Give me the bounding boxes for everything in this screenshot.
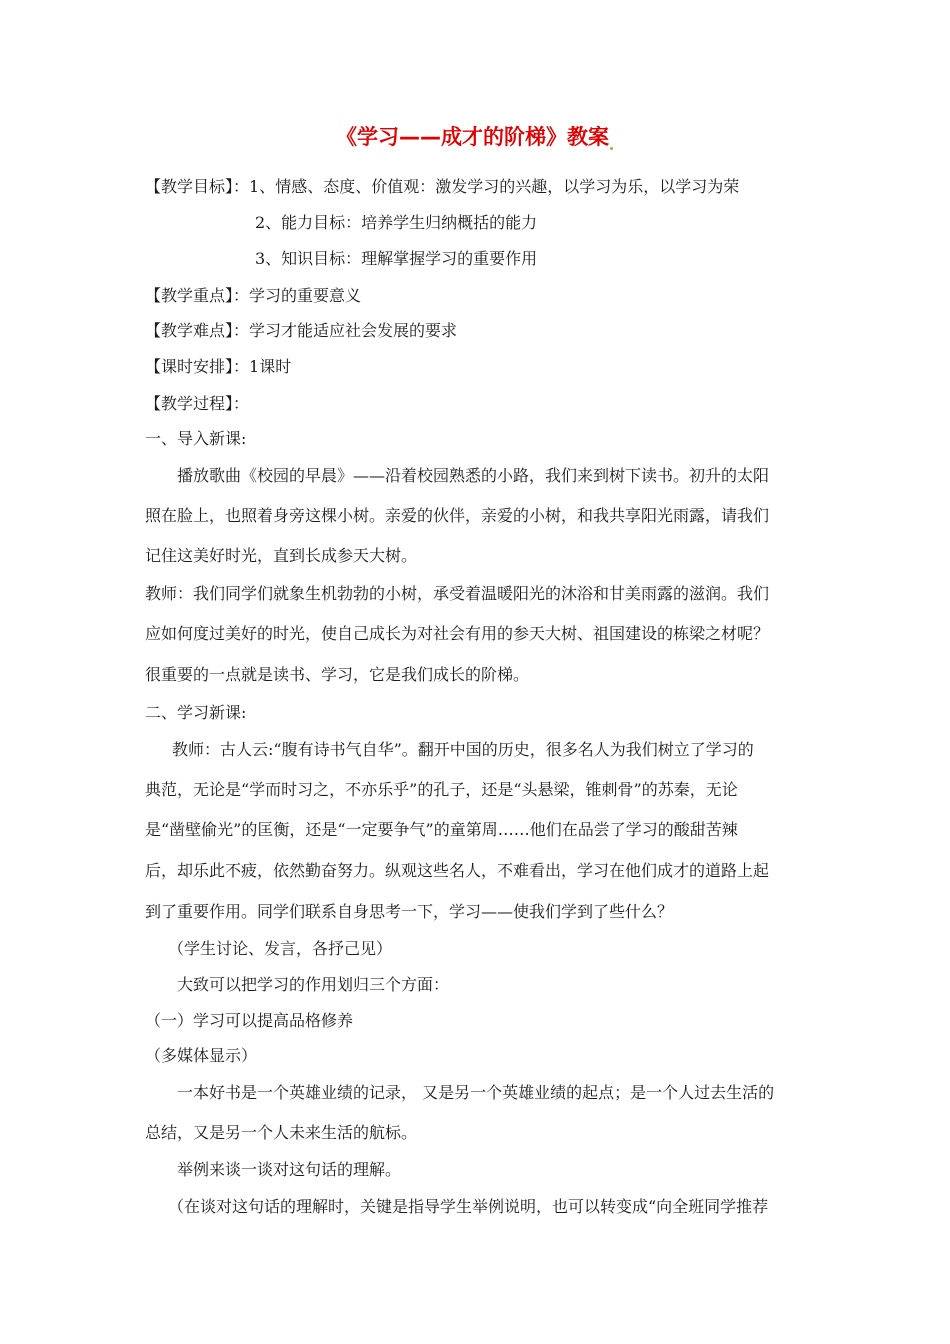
section1-p2-line1: 教师：我们同学们就象生机勃勃的小树，承受着温暖阳光的沐浴和甘美雨露的滋润。我们 (145, 584, 770, 603)
discussion-note: （学生讨论、发言，各抒己见） (168, 939, 393, 958)
section1-p2-line2: 应如何度过美好的时光，使自己成长为对社会有用的参天大树、祖国建设的栋梁之材呢？ (145, 624, 770, 643)
key-point-row (145, 286, 361, 306)
section1-p2-line3: 很重要的一点就是读书、学习，它是我们成长的阶梯。 (145, 665, 530, 684)
quote-line2: 总结，又是另一个人未来生活的航标。 (145, 1123, 418, 1142)
section2-p1-line2: 典范，无论是“学而时习之，不亦乐乎”的孔子，还是“头悬梁，锥刺骨”的苏秦，无论 (145, 780, 738, 799)
objectives-row (145, 177, 739, 197)
objective-1: 1、情感、态度、价值观：激发学习的兴趣，以学习为乐，以学习为荣 (249, 177, 740, 196)
difficulty-row (145, 321, 457, 341)
media-note: （多媒体显示） (145, 1046, 258, 1065)
note-line1: （在谈对这句话的理解时，关键是指导学生举例说明，也可以转变成“向全班同学推荐 (168, 1197, 769, 1216)
section2-p1-line1: 教师：古人云:“腹有诗书气自华”。翻开中国的历史，很多名人为我们树立了学习的 (172, 740, 754, 759)
difficulty-label: 【教学难点】： (145, 321, 250, 340)
mark-dot (610, 147, 613, 150)
document-title (0, 124, 950, 150)
objectives-label: 【教学目标】： (145, 177, 250, 196)
schedule-label: 【课时安排】： (145, 357, 250, 376)
section1-p1-line3: 记住这美好时光，直到长成参天大树。 (145, 546, 418, 565)
key-point-text: 学习的重要意义 (249, 286, 362, 305)
section2-intro: 大致可以把学习的作用划归三个方面： (177, 975, 450, 994)
example-prompt: 举例来谈一谈对这句话的理解。 (177, 1160, 402, 1179)
quote-line1: 一本好书是一个英雄业绩的记录， 又是另一个英雄业绩的起点；是一个人过去生活的 (177, 1083, 775, 1102)
section2-p1-line5: 到了重要作用。同学们联系自身思考一下，学习——使我们学到了些什么？ (145, 902, 674, 921)
key-point-label: 【教学重点】： (145, 286, 250, 305)
section2-heading: 二、学习新课: (145, 703, 247, 722)
process-label: 【教学过程】： (145, 394, 250, 413)
title-text: 《学习——成才的阶梯》教案 (336, 125, 609, 149)
schedule-row (145, 357, 291, 377)
section2-p1-line4: 后，却乐此不疲，依然勤奋努力。纵观这些名人，不难看出，学习在他们成才的道路上起 (145, 861, 770, 880)
schedule-text: 1课时 (249, 357, 292, 376)
objective-3: 3、知识目标：理解掌握学习的重要作用 (255, 249, 538, 268)
difficulty-text: 学习才能适应社会发展的要求 (249, 321, 458, 340)
section1-p1-line1: 播放歌曲《校园的早晨》——沿着校园熟悉的小路，我们来到树下读书。初升的太阳 (177, 466, 770, 485)
objective-2: 2、能力目标：培养学生归纳概括的能力 (255, 213, 538, 232)
section1-heading: 一、导入新课: (145, 429, 247, 448)
subsection1-heading: （一）学习可以提高品格修养 (145, 1011, 354, 1030)
section1-p1-line2: 照在脸上，也照着身旁这棵小树。亲爱的伙伴，亲爱的小树，和我共享阳光雨露，请我们 (145, 506, 770, 525)
section2-p1-line3: 是“凿壁偷光”的匡衡，还是“一定要争气”的童第周……他们在品尝了学习的酸甜苦辣 (145, 820, 738, 839)
